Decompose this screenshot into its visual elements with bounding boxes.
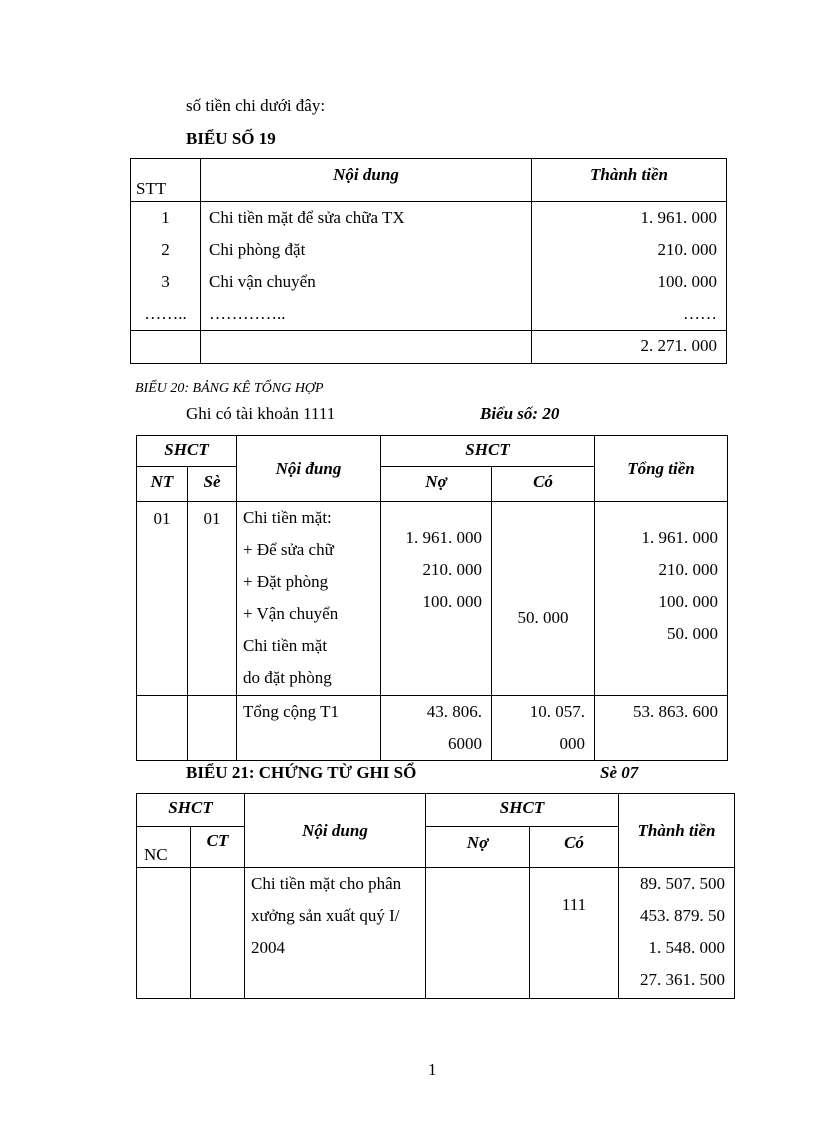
b21-number: Sè 07 [600,763,639,782]
table-cell: ………….. [209,304,286,323]
b21-header-amount: Thành tiền [619,794,735,868]
table-cell: 1 [161,208,170,227]
b19-header-stt: STT [131,159,201,202]
table-cell [131,331,201,364]
b20-header-co: Có [492,467,595,502]
b21-content-col [245,868,426,999]
b19-header-amount: Thành tiền [532,159,727,202]
b21-title: BIỂU 21: CHỨNG TỪ GHI SỔ [186,763,417,782]
b19-content-col [201,202,532,331]
b20-nt: 01 [137,502,188,696]
table-cell: 100. 000 [422,592,482,611]
table-cell: Tổng cộng T1 [243,702,340,721]
b20-header-total: Tổng tiền [595,436,728,502]
table-cell: 1. 548. 000 [648,938,725,957]
b20-header-nt: NT [137,467,188,502]
table-cell: …… [683,304,717,323]
b20-co: 50. 000 [492,502,595,696]
table-cell: xưởng sản xuất quý I/ [251,906,400,925]
b19-table [130,158,727,364]
b20-title: BIỂU 20: BẢNG KÊ TỔNG HỢP [135,381,324,396]
b20-header-shct2: SHCT [381,436,595,467]
table-cell: 50. 000 [667,624,718,643]
b20-number: Biểu số: 20 [480,404,560,423]
table-cell: 89. 507. 500 [640,874,725,893]
b21-amount-col [619,868,735,999]
table-cell [137,868,191,999]
b20-header-shct: SHCT [137,436,237,467]
table-cell: 43. 806. [426,702,482,721]
table-cell: …….. [144,304,187,323]
b20-so: 01 [188,502,237,696]
table-cell: 1. 961. 000 [640,208,717,227]
table-cell [188,696,237,761]
table-cell: 10. 057. [529,702,585,721]
b20-header-no: Nợ [381,467,492,502]
table-cell: 27. 361. 500 [640,970,725,989]
table-cell: 000 [559,734,585,753]
table-cell [426,868,530,999]
b20-header-so: Sè [188,467,237,502]
intro-text: số tiền chi dưới đây: [186,96,326,115]
page-number: 1 [428,1060,437,1079]
table-cell: Chi vận chuyển [209,272,316,291]
b19-title: BIỂU SỐ 19 [186,129,276,148]
b21-header-no: Nợ [426,827,530,868]
table-cell: 2 [161,240,170,259]
b21-co: 111 [530,868,619,999]
table-cell: Chi tiền mặt [243,636,328,655]
table-cell [137,696,188,761]
table-cell: 1. 961. 000 [641,528,718,547]
b19-total: 2. 271. 000 [532,331,727,364]
table-cell: + Để sửa chữ [243,540,334,559]
table-cell: 453. 879. 50 [640,906,725,925]
table-cell: 210. 000 [658,560,718,579]
table-cell: 1. 961. 000 [405,528,482,547]
b20-sum-co [492,696,595,761]
b21-header-co: Có [530,827,619,868]
b19-header-content: Nội dung [201,159,532,202]
table-cell [191,868,245,999]
b21-header-nc: NC [137,827,191,868]
table-cell: 6000 [448,734,482,753]
table-cell: 3 [161,272,170,291]
b21-header-ct: CT [191,827,245,868]
table-cell: 100. 000 [657,272,717,291]
b20-total-col [595,502,728,696]
b20-sum-no [381,696,492,761]
table-cell: + Đặt phòng [243,572,329,591]
table-cell: Chi tiền mặt để sửa chữa TX [209,208,405,227]
b20-sum-total [595,696,728,761]
b19-amount-col [532,202,727,331]
b20-sum-label [237,696,381,761]
b20-no-col [381,502,492,696]
table-cell: do đặt phòng [243,668,332,687]
b21-header-shct2: SHCT [426,794,619,827]
b20-header-content: Nội đung [237,436,381,502]
table-cell: 2004 [251,938,285,957]
b20-content-col [237,502,381,696]
table-cell: 210. 000 [657,240,717,259]
table-cell: Chi tiền mặt: [243,508,332,527]
table-cell: + Vận chuyển [243,604,339,623]
table-cell: 210. 000 [422,560,482,579]
table-cell: 53. 863. 600 [633,702,718,721]
table-cell: Chi tiền mặt cho phân [251,874,402,893]
b20-subtitle: Ghi có tài khoản 1111 [186,404,336,423]
table-cell [201,331,532,364]
b21-header-shct: SHCT [137,794,245,827]
b20-table [136,435,728,761]
table-cell: Chi phòng đặt [209,240,306,259]
b21-table [136,793,735,999]
table-cell: 100. 000 [658,592,718,611]
b21-header-content: Nội dung [245,794,426,868]
b19-stt-col [131,202,201,331]
